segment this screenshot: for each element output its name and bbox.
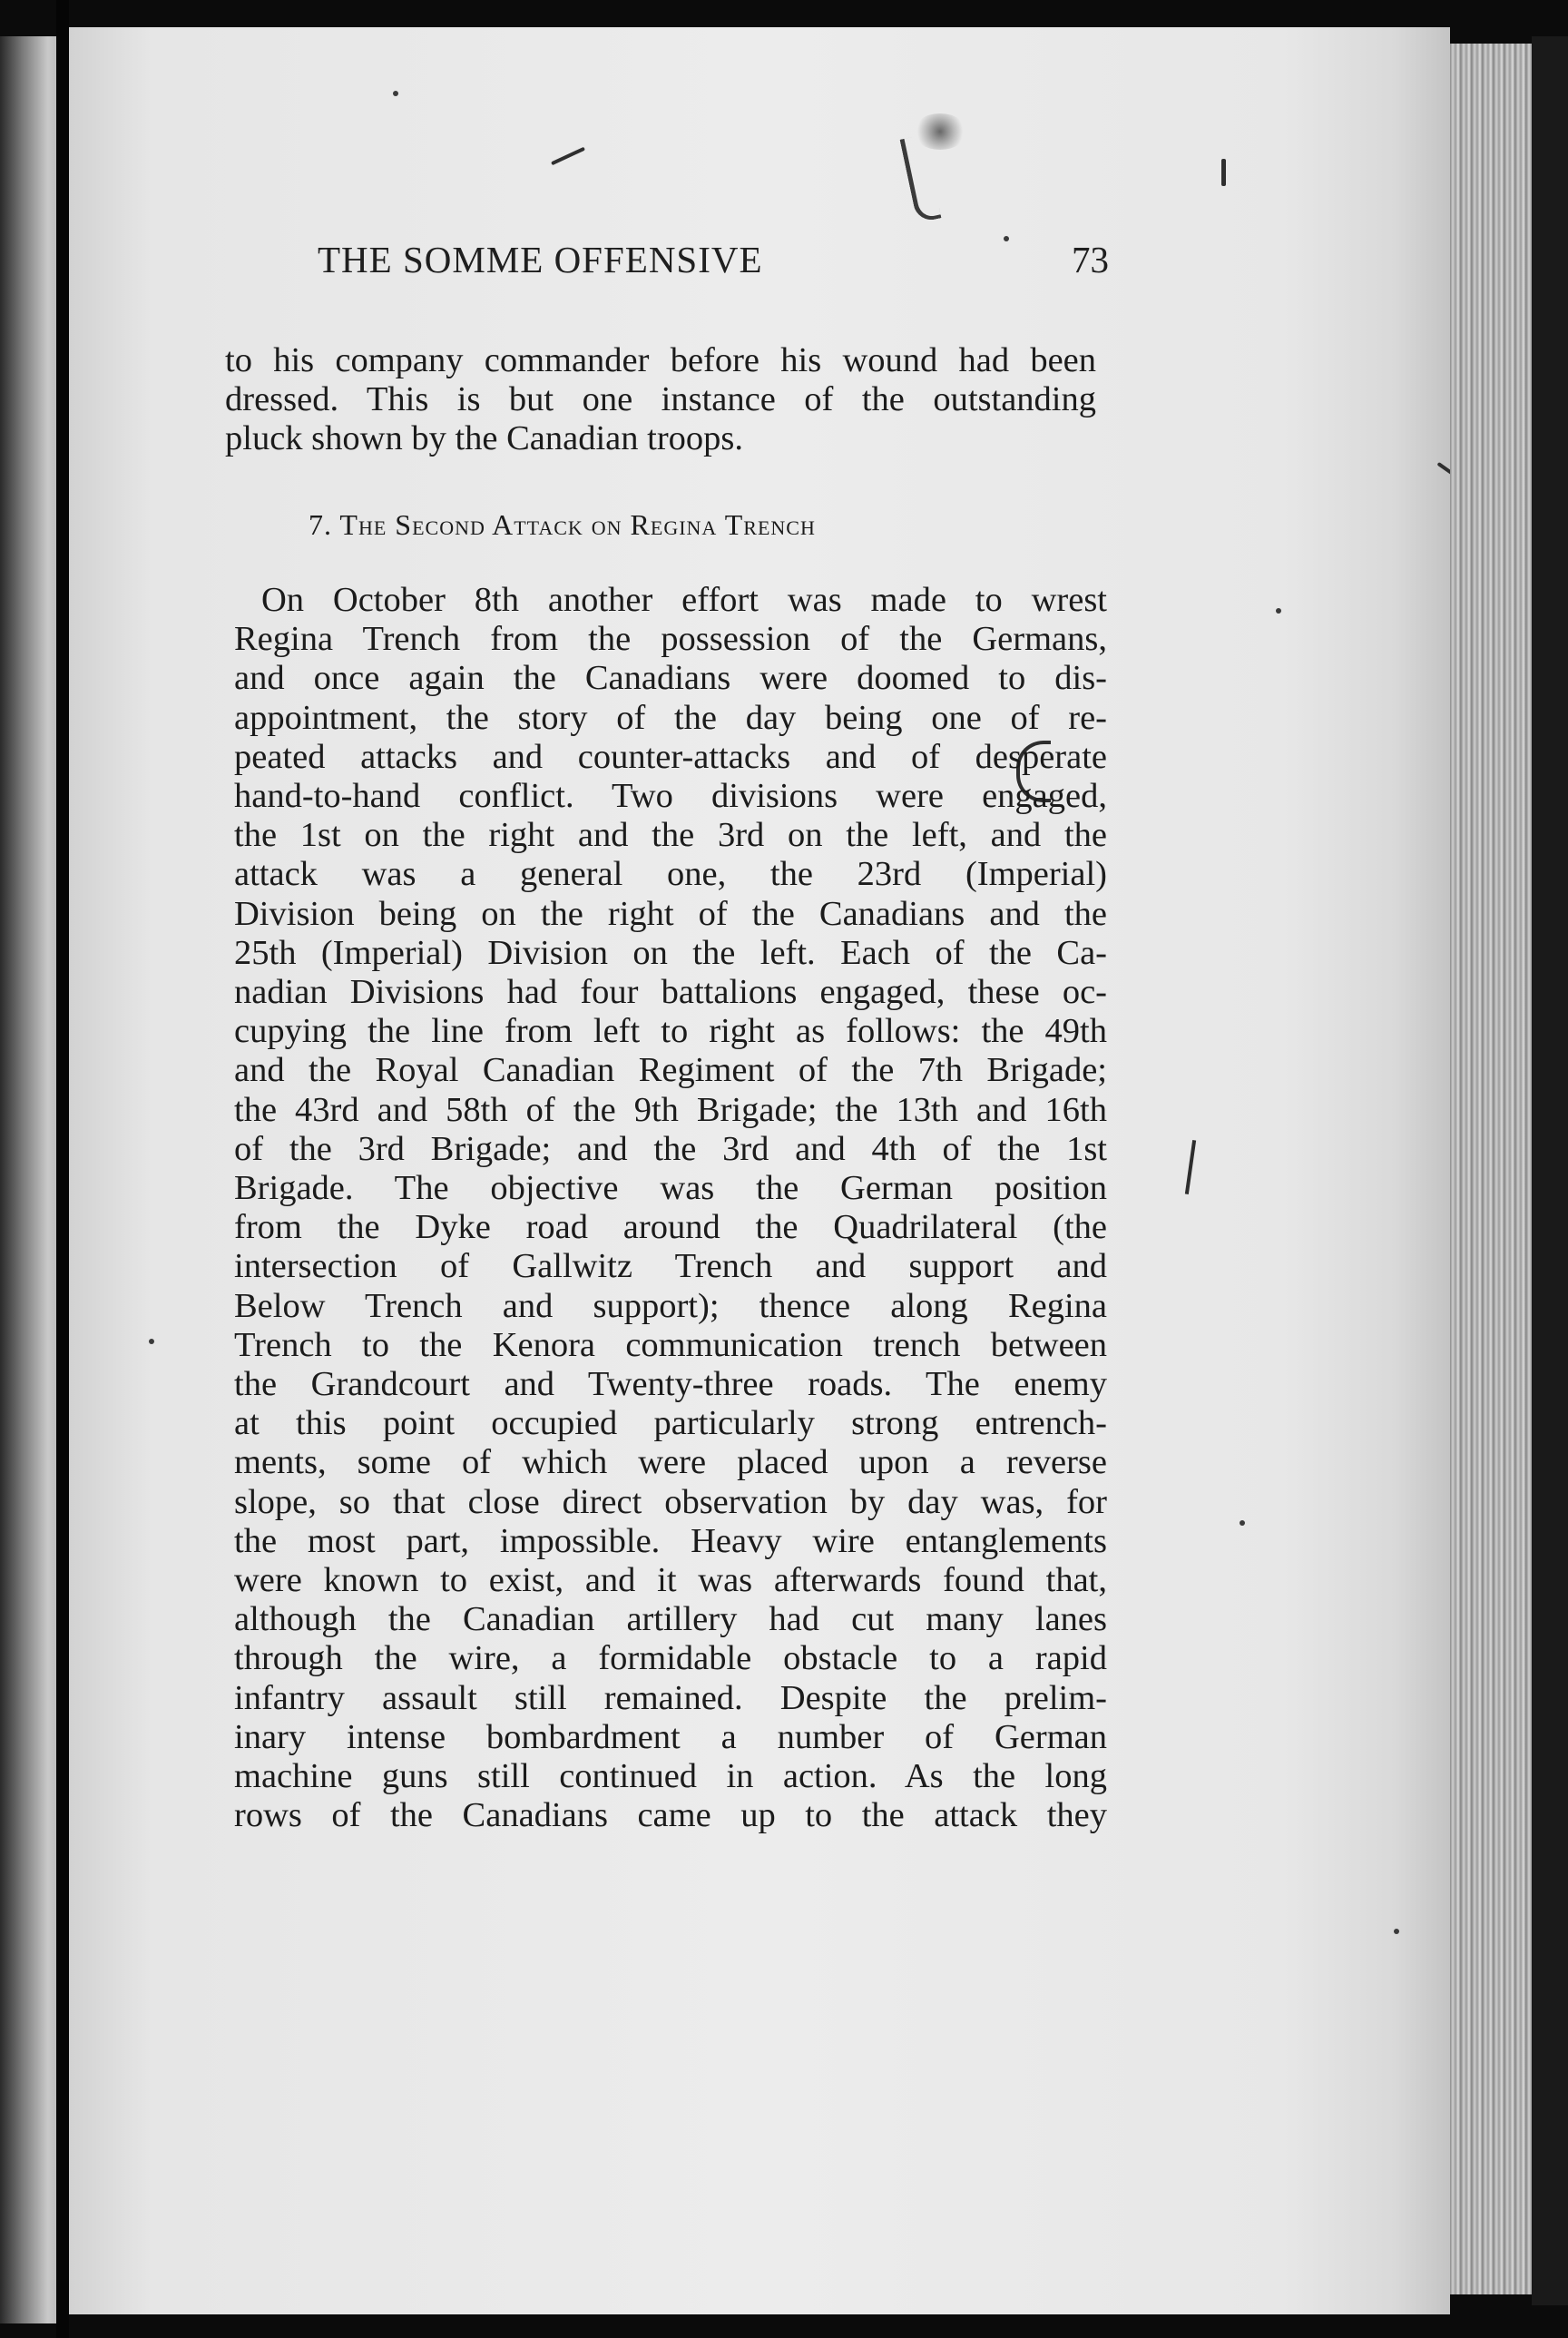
text-line: of the 3rd Brigade; and the 3rd and 4th of the 1st bbox=[234, 1129, 1107, 1168]
text-line: the Grandcourt and Twenty-three roads. The enemy bbox=[234, 1365, 1107, 1404]
text-line: and once again the Canadians were doomed to dis- bbox=[234, 659, 1107, 698]
running-head bbox=[318, 238, 1109, 292]
facing-page-edge bbox=[0, 36, 56, 2323]
text-line: at this point occupied particularly strong entrench- bbox=[234, 1404, 1107, 1443]
text-line: 25th (Imperial) Division on the left. Each of the Ca- bbox=[234, 933, 1107, 972]
text-line: from the Dyke road around the Quadrilateral (the bbox=[234, 1208, 1107, 1247]
text-line: machine guns still continued in action. As the long bbox=[234, 1757, 1107, 1796]
speck bbox=[393, 91, 398, 96]
text-line: infantry assault still remained. Despite the prelim- bbox=[234, 1678, 1107, 1717]
text-line: peated attacks and counter-attacks and of desperate bbox=[234, 737, 1107, 776]
text-line: Division being on the right of the Canadians and the bbox=[234, 894, 1107, 933]
text-line: hand-to-hand conflict. Two divisions were engaged, bbox=[234, 777, 1107, 816]
text-line: intersection of Gallwitz Trench and support and bbox=[234, 1247, 1107, 1286]
text-line: were known to exist, and it was afterwards found that, bbox=[234, 1561, 1107, 1600]
text-line: and the Royal Canadian Regiment of the 7th Brigade; bbox=[234, 1051, 1107, 1090]
text-line: Regina Trench from the possession of the Germans, bbox=[234, 620, 1107, 659]
speck bbox=[1276, 608, 1281, 614]
text-line: Trench to the Kenora communication trench between bbox=[234, 1325, 1107, 1364]
text-line: Below Trench and support); thence along Regina bbox=[234, 1286, 1107, 1325]
page-number: 73 bbox=[1072, 239, 1109, 280]
page-stack-edge bbox=[1450, 44, 1532, 2294]
text-line: slope, so that close direct observation by day was, for bbox=[234, 1482, 1107, 1521]
speck bbox=[1240, 1520, 1245, 1526]
section-heading: 7. The Second Attack on Regina Trench bbox=[309, 508, 816, 541]
running-title: THE SOMME OFFENSIVE bbox=[318, 239, 763, 280]
text-line: Brigade. The objective was the German position bbox=[234, 1169, 1107, 1208]
gutter-shadow bbox=[56, 0, 69, 2338]
continuation-paragraph bbox=[225, 341, 1096, 459]
text-line: dressed. This is but one instance of the outstanding bbox=[225, 380, 1096, 419]
main-paragraph bbox=[234, 581, 1107, 1836]
speck bbox=[149, 1339, 154, 1344]
text-line: rows of the Canadians came up to the attack they bbox=[234, 1796, 1107, 1835]
pencil-mark bbox=[1185, 1140, 1196, 1194]
text-line: On October 8th another effort was made to wrest bbox=[261, 581, 1107, 619]
text-line: through the wire, a formidable obstacle to a rapid bbox=[234, 1639, 1107, 1678]
binding-shadow bbox=[1532, 36, 1568, 2305]
text-line: ments, some of which were placed upon a reverse bbox=[234, 1443, 1107, 1482]
text-line: appointment, the story of the day being one of re- bbox=[234, 698, 1107, 737]
text-line: the 43rd and 58th of the 9th Brigade; the 13th and 16th bbox=[234, 1090, 1107, 1129]
ink-tick bbox=[551, 147, 585, 166]
text-line: pluck shown by the Canadian troops. bbox=[225, 419, 743, 458]
text-line: to his company commander before his wound had been bbox=[225, 341, 1096, 379]
text-line: nadian Divisions had four battalions engaged, these oc- bbox=[234, 973, 1107, 1012]
text-line: attack was a general one, the 23rd (Imperial) bbox=[234, 855, 1107, 894]
ink-tick bbox=[1436, 462, 1450, 486]
text-line: the most part, impossible. Heavy wire entanglements bbox=[234, 1521, 1107, 1560]
text-line: the 1st on the right and the 3rd on the left, and the bbox=[234, 816, 1107, 855]
text-line: although the Canadian artillery had cut many lanes bbox=[234, 1600, 1107, 1639]
text-line: cupying the line from left to right as follows: the 49th bbox=[234, 1012, 1107, 1051]
speck bbox=[1394, 1929, 1399, 1934]
text-line: inary intense bombardment a number of German bbox=[234, 1717, 1107, 1756]
ink-tick bbox=[1221, 159, 1226, 186]
